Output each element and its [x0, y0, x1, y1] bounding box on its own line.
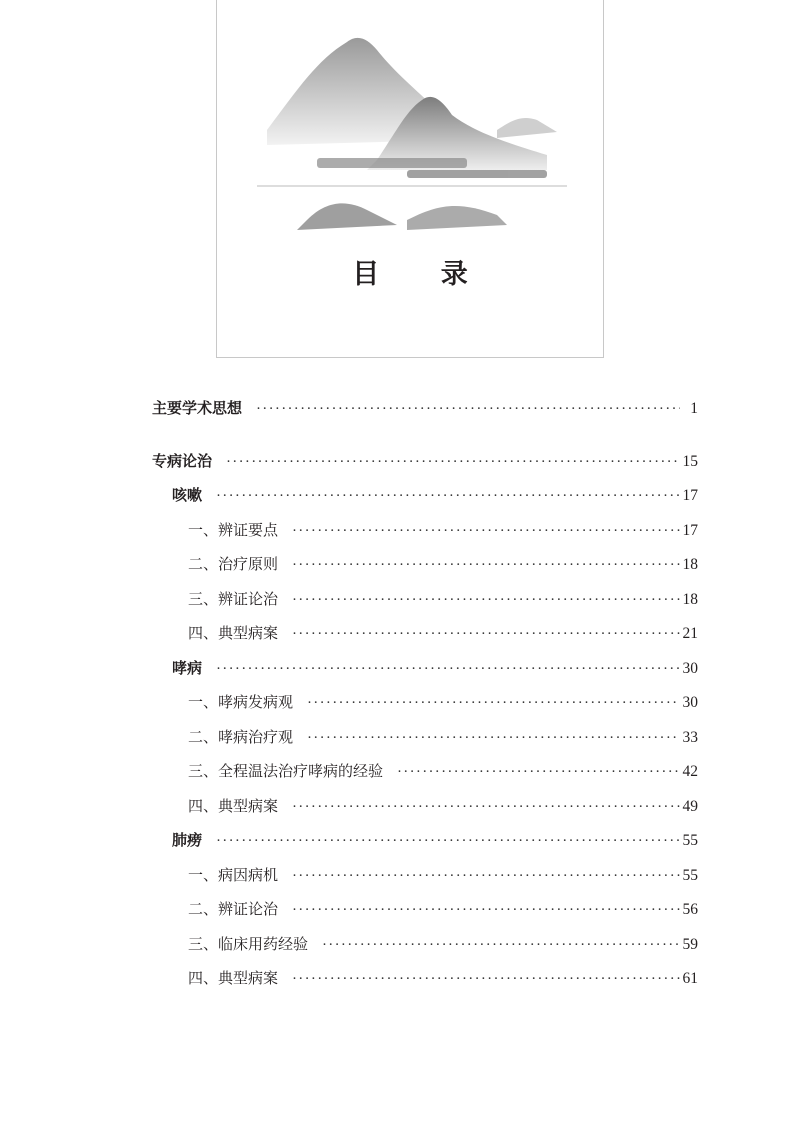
toc-entry-page: 61 — [682, 970, 698, 987]
toc-entry-label: 三、临床用药经验 — [188, 934, 309, 953]
toc-entry-page: 18 — [682, 590, 698, 608]
dot-leader — [307, 695, 680, 712]
toc-entry[interactable] — [152, 726, 698, 761]
toc-entry-label: 一、哮病发病观 — [188, 693, 294, 711]
toc-entry-page: 18 — [682, 556, 698, 573]
toc-entry-label: 二、治疗原则 — [188, 555, 279, 573]
toc-entry-label: 专病论治 — [152, 451, 213, 470]
toc-entry[interactable] — [152, 898, 698, 933]
toc-entry[interactable] — [152, 553, 698, 588]
dot-leader — [256, 401, 680, 418]
toc-entry[interactable] — [152, 484, 698, 519]
toc-entry-page: 42 — [682, 763, 698, 780]
dot-leader — [292, 557, 680, 574]
toc-entry[interactable] — [152, 397, 698, 432]
toc-entry[interactable] — [152, 657, 698, 692]
toc-entry[interactable] — [152, 829, 698, 864]
toc-entry[interactable] — [152, 450, 698, 485]
dot-leader — [397, 764, 680, 781]
toc-entry-label: 二、辨证论治 — [188, 900, 279, 918]
dot-leader — [292, 971, 680, 988]
toc-entry-page: 59 — [682, 935, 698, 953]
chapter-header — [216, 0, 604, 358]
toc-entry-page: 15 — [682, 452, 698, 470]
toc-entry-label: 咳嗽 — [172, 486, 203, 504]
toc-entry-page: 1 — [690, 400, 698, 417]
toc-entry-page: 55 — [682, 866, 698, 884]
dot-leader — [307, 730, 680, 747]
dot-leader — [226, 454, 680, 471]
toc-entry[interactable] — [152, 622, 698, 657]
toc-entry[interactable] — [152, 864, 698, 899]
dot-leader — [292, 902, 680, 919]
dot-leader — [216, 488, 680, 505]
toc-entry-page: 30 — [682, 659, 698, 677]
table-of-contents — [152, 397, 698, 1002]
toc-entry[interactable] — [152, 795, 698, 830]
page-title: 目 录 — [352, 259, 494, 290]
toc-entry-label: 二、哮病治疗观 — [188, 727, 294, 746]
dot-leader — [322, 937, 680, 954]
dot-leader — [216, 661, 680, 678]
toc-entry-page: 33 — [682, 728, 698, 746]
toc-entry-label: 一、病因病机 — [188, 865, 279, 884]
toc-entry-label: 主要学术思想 — [152, 399, 243, 417]
toc-entry-page: 55 — [682, 832, 698, 849]
dot-leader — [292, 799, 680, 816]
toc-entry-page: 30 — [682, 694, 698, 711]
dot-leader — [292, 626, 680, 643]
toc-entry-page: 17 — [682, 487, 698, 504]
landscape-illustration — [257, 20, 567, 240]
toc-entry[interactable] — [152, 760, 698, 795]
dot-leader — [292, 523, 680, 540]
toc-entry[interactable] — [152, 691, 698, 726]
dot-leader — [292, 592, 680, 609]
toc-entry-label: 四、典型病案 — [188, 796, 279, 815]
toc-entry-label: 哮病 — [172, 658, 203, 677]
toc-entry[interactable] — [152, 967, 698, 1002]
dot-leader — [292, 868, 680, 885]
toc-entry-label: 四、典型病案 — [188, 969, 279, 987]
toc-entry-page: 49 — [682, 797, 698, 815]
toc-entry-page: 56 — [682, 901, 698, 918]
toc-entry-page: 21 — [682, 625, 698, 642]
toc-entry-page: 17 — [682, 521, 698, 539]
toc-entry-label: 肺痨 — [172, 831, 203, 849]
toc-entry-label: 一、辨证要点 — [188, 520, 279, 539]
dot-leader — [216, 833, 680, 850]
toc-entry-label: 三、辨证论治 — [188, 589, 279, 608]
toc-entry-label: 三、全程温法治疗哮病的经验 — [188, 762, 384, 780]
toc-entry[interactable] — [152, 588, 698, 623]
toc-entry[interactable] — [152, 933, 698, 968]
toc-entry-label: 四、典型病案 — [188, 624, 279, 642]
toc-entry[interactable] — [152, 519, 698, 554]
